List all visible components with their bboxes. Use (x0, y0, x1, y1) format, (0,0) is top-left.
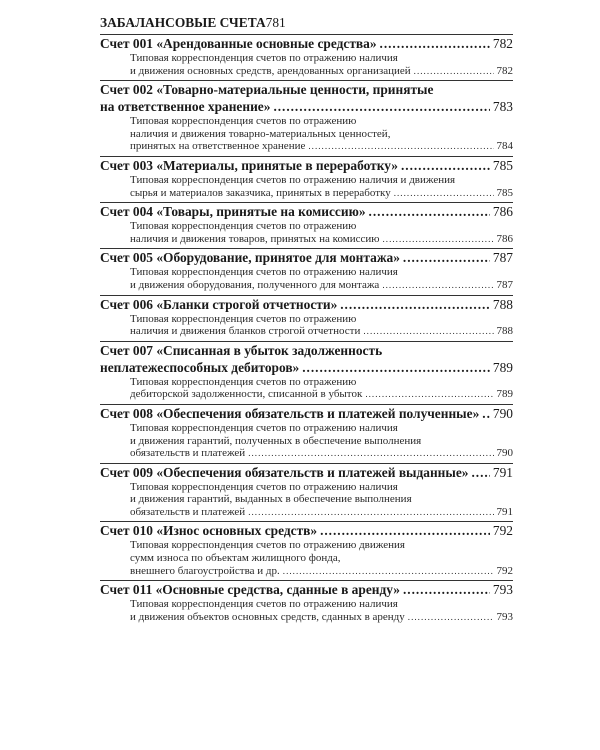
subentry-text: и движения гарантий, полученных в обеспечение выполнения (130, 434, 422, 447)
table-of-contents (100, 13, 513, 626)
subentry-text: Типовая корреспонденция счетов по отражению наличия (130, 421, 398, 434)
dot-leader (401, 157, 490, 174)
subentry-line (130, 187, 513, 200)
subentry-text: Типовая корреспонденция счетов по отражению (130, 375, 357, 388)
subentry-line (130, 279, 513, 292)
subentry-text: дебиторской задолженности, списанной в убыток (130, 388, 363, 401)
account-title: неплатежеспособных дебиторов» (100, 359, 300, 375)
toc-entry (100, 202, 513, 248)
toc-entry (100, 80, 513, 156)
subentry-line (130, 376, 513, 389)
page-number: 790 (496, 447, 513, 460)
account-title-line (100, 342, 513, 359)
page-number: 787 (492, 250, 513, 266)
page-number: 783 (492, 99, 513, 115)
dot-leader (320, 522, 490, 539)
dot-leader (248, 506, 493, 519)
dot-leader (382, 233, 493, 246)
account-title-line (100, 359, 513, 376)
toc-entry (100, 34, 513, 80)
toc-heading-page: 781 (265, 15, 286, 30)
dot-leader (394, 187, 494, 200)
subentry-line (130, 174, 513, 187)
page-number: 782 (492, 36, 513, 51)
subentry (100, 313, 513, 338)
subentry (100, 220, 513, 245)
subentry-text: и движения основных средств, арендованных организацией (130, 64, 411, 77)
toc-entry (100, 463, 513, 522)
toc-entry (100, 404, 513, 463)
subentry-line (130, 435, 513, 448)
dot-leader (248, 447, 493, 460)
subentry-line (130, 493, 513, 506)
dot-leader (482, 405, 490, 422)
subentry-line (130, 506, 513, 519)
account-title: Счет 007 «Списанная в убыток задолженность (100, 342, 383, 358)
dot-leader (308, 140, 493, 153)
dot-leader (365, 388, 493, 401)
account-title-line (100, 405, 513, 422)
subentry-line (130, 611, 513, 624)
page-number: 791 (496, 505, 513, 518)
account-title: Счет 006 «Бланки строгой отчетности» (100, 296, 338, 312)
subentry-line (130, 128, 513, 141)
subentry (100, 115, 513, 153)
subentry (100, 174, 513, 199)
subentry (100, 52, 513, 77)
subentry-text: Типовая корреспонденция счетов по отражению (130, 220, 357, 233)
account-title-line (100, 98, 513, 115)
subentry-text: наличия и движения бланков строгой отчетности (130, 325, 361, 338)
account-title: Счет 009 «Обеспечения обязательств и платежей выданные» (100, 464, 469, 480)
page-number: 792 (492, 523, 513, 539)
dot-leader (403, 249, 490, 266)
subentry-line (130, 598, 513, 611)
subentry-line (130, 388, 513, 401)
account-title-line (100, 203, 513, 220)
subentry (100, 376, 513, 401)
subentry (100, 422, 513, 460)
toc-entry (100, 341, 513, 404)
subentry-text: сумм износа по объектам жилищного фонда, (130, 552, 341, 565)
subentry (100, 481, 513, 519)
account-title: Счет 010 «Износ основных средств» (100, 523, 318, 539)
dot-leader (382, 279, 493, 292)
subentry-text: и движения оборудования, полученного для монтажа (130, 278, 380, 291)
subentry-text: обязательств и платежей (130, 505, 246, 518)
subentry (100, 266, 513, 291)
subentry-line (130, 422, 513, 435)
page-number: 786 (492, 204, 513, 220)
subentry-text: внешнего благоустройства и др. (130, 564, 280, 577)
page-number: 789 (492, 359, 513, 375)
subentry-line (130, 565, 513, 578)
account-title-line (100, 464, 513, 481)
toc-entry (100, 580, 513, 626)
dot-leader (472, 464, 490, 481)
page-number: 789 (496, 388, 513, 401)
subentry-text: Типовая корреспонденция счетов по отражению наличия (130, 266, 398, 279)
subentry-line (130, 65, 513, 78)
page-number: 793 (496, 610, 513, 623)
account-title-line (100, 522, 513, 539)
subentry-line (130, 266, 513, 279)
subentry-line (130, 539, 513, 552)
dot-leader (403, 581, 490, 598)
dot-leader (273, 98, 489, 115)
account-title: Счет 002 «Товарно-материальные ценности, принятые (100, 82, 434, 98)
toc-entry (100, 248, 513, 294)
subentry (100, 598, 513, 623)
subentry-line (130, 220, 513, 233)
toc-heading (100, 13, 513, 34)
subentry-line (130, 140, 513, 153)
subentry-line (130, 115, 513, 128)
toc-sections (100, 34, 513, 626)
subentry-text: Типовая корреспонденция счетов по отражению наличия (130, 52, 398, 64)
page-number: 784 (496, 140, 513, 153)
subentry-line (130, 552, 513, 565)
toc-entry (100, 521, 513, 580)
dot-leader (408, 611, 494, 624)
subentry-line (130, 325, 513, 338)
account-title-line (100, 157, 513, 174)
account-title: Счет 005 «Оборудование, принятое для монтажа» (100, 250, 400, 266)
subentry-text: Типовая корреспонденция счетов по отражению наличия (130, 480, 398, 493)
page-number: 788 (492, 296, 513, 312)
subentry-text: сырья и материалов заказчика, принятых в переработку (130, 186, 391, 199)
subentry-text: Типовая корреспонденция счетов по отражению (130, 312, 357, 325)
account-title: на ответственное хранение» (100, 99, 271, 115)
account-title-line (100, 35, 513, 52)
page-number: 785 (496, 186, 513, 199)
account-title: Счет 004 «Товары, принятые на комиссию» (100, 204, 366, 220)
subentry-text: наличия и движения товарно-материальных ценностей, (130, 127, 391, 140)
dot-leader (363, 325, 493, 338)
dot-leader (380, 35, 490, 52)
account-title-line (100, 296, 513, 313)
page-number: 788 (496, 325, 513, 338)
toc-heading-label: ЗАБАЛАНСОВЫЕ СЧЕТА (100, 15, 266, 30)
page-number: 791 (492, 464, 513, 480)
dot-leader (414, 65, 494, 78)
account-title: Счет 003 «Материалы, принятые в переработку» (100, 157, 398, 173)
toc-entry (100, 295, 513, 341)
dot-leader (283, 565, 494, 578)
subentry-text: и движения объектов основных средств, сданных в аренду (130, 610, 405, 623)
account-title-line (100, 249, 513, 266)
account-title: Счет 008 «Обеспечения обязательств и платежей полученные» (100, 405, 480, 421)
page-number: 787 (496, 278, 513, 291)
subentry-text: наличия и движения товаров, принятых на комиссию (130, 232, 380, 245)
subentry-line (130, 233, 513, 246)
subentry-line (130, 481, 513, 494)
account-title-line (100, 581, 513, 598)
subentry-text: и движения гарантий, выданных в обеспечение выполнения (130, 493, 412, 506)
subentry-line (130, 447, 513, 460)
subentry-line (130, 313, 513, 326)
subentry-line (130, 52, 513, 65)
page-number: 790 (492, 405, 513, 421)
subentry-text: Типовая корреспонденция счетов по отражению (130, 115, 357, 128)
page-number: 793 (492, 582, 513, 598)
subentry-text: принятых на ответственное хранение (130, 140, 306, 153)
page-number: 786 (496, 232, 513, 245)
dot-leader (369, 203, 490, 220)
subentry-text: Типовая корреспонденция счетов по отражению движения (130, 539, 405, 552)
dot-leader (302, 359, 490, 376)
subentry-text: Типовая корреспонденция счетов по отражению наличия и движения (130, 173, 456, 186)
toc-entry (100, 156, 513, 202)
page-number: 782 (496, 64, 513, 77)
page-number: 785 (492, 157, 513, 173)
dot-leader (340, 296, 490, 313)
subentry (100, 539, 513, 577)
subentry-text: обязательств и платежей (130, 447, 246, 460)
page-number: 792 (496, 564, 513, 577)
account-title-line (100, 81, 513, 98)
subentry-text: Типовая корреспонденция счетов по отражению наличия (130, 598, 398, 611)
account-title: Счет 011 «Основные средства, сданные в аренду» (100, 582, 400, 598)
account-title: Счет 001 «Арендованные основные средства» (100, 36, 377, 51)
